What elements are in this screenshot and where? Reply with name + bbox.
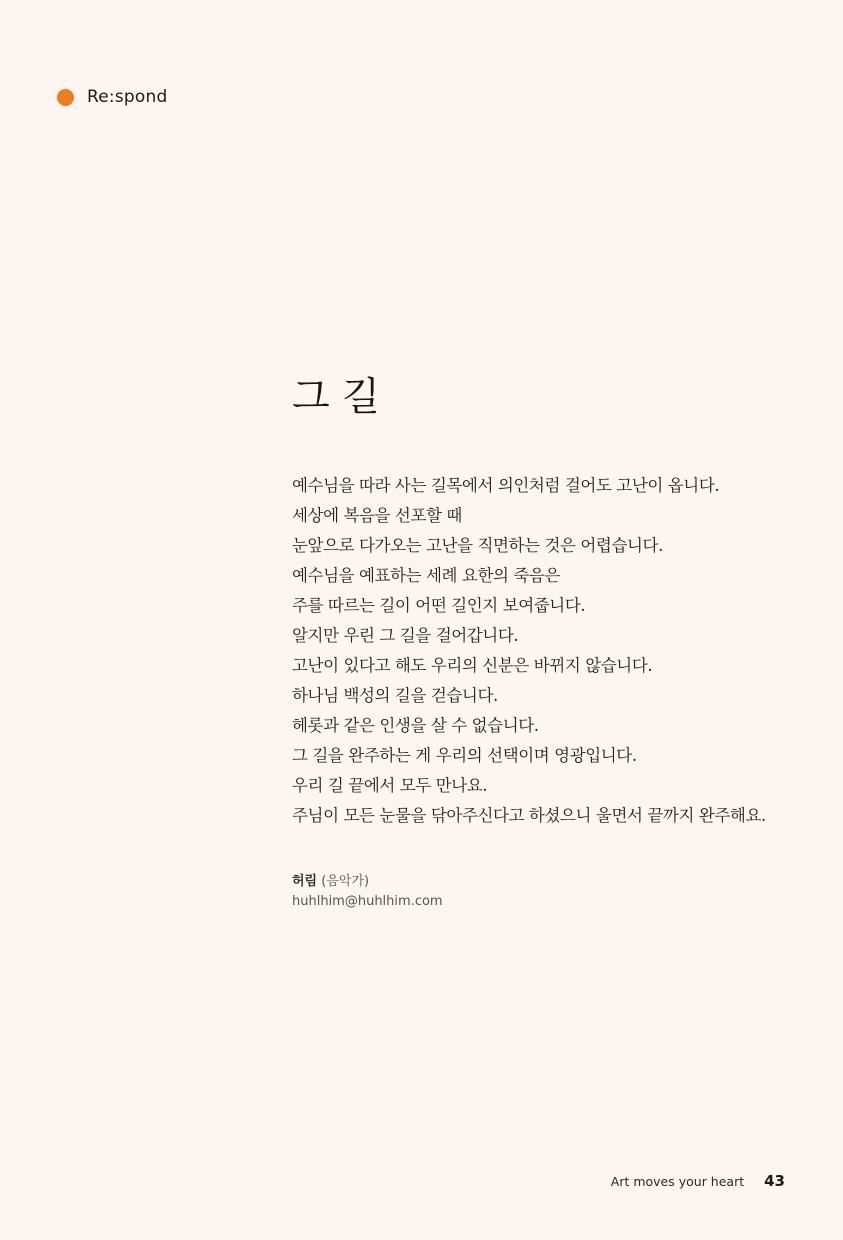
poem-line: 예수님을 예표하는 세례 요한의 죽음은 <box>292 566 561 585</box>
author-role: (음악가) <box>321 874 370 889</box>
section-label: Re:spond <box>87 87 168 107</box>
poem-line: 주님이 모든 눈물을 닦아주신다고 하셨으니 울면서 끝까지 완주해요. <box>292 806 766 825</box>
footer-tagline: Art moves your heart <box>610 1173 745 1189</box>
page-number: 43 <box>764 1172 785 1190</box>
section-tag <box>57 86 167 108</box>
author-email: huhlhim@huhlhim.com <box>292 894 443 909</box>
poem-line: 세상에 복음을 선포할 때 <box>292 506 462 525</box>
poem-line: 하나님 백성의 길을 걷습니다. <box>292 686 498 705</box>
poem-line: 그 길을 완주하는 게 우리의 선택이며 영광입니다. <box>292 746 637 765</box>
page-footer <box>611 1172 785 1190</box>
poem-line: 헤롯과 같은 인생을 살 수 없습니다. <box>292 716 539 735</box>
orange-dot-icon <box>57 89 74 106</box>
poem-line: 예수님을 따라 사는 길목에서 의인처럼 걸어도 고난이 옵니다. <box>292 476 720 495</box>
poem-line: 눈앞으로 다가오는 고난을 직면하는 것은 어렵습니다. <box>292 536 663 555</box>
poem-title: 그 길 <box>292 375 380 420</box>
poem-line: 알지만 우린 그 길을 걸어갑니다. <box>292 626 519 645</box>
poem-line: 고난이 있다고 해도 우리의 신분은 바뀌지 않습니다. <box>292 656 653 675</box>
poem-line: 주를 따르는 길이 어떤 길인지 보여줍니다. <box>292 596 586 615</box>
poem-body <box>292 471 822 831</box>
author-name: 허림 <box>292 874 318 889</box>
poem-line: 우리 길 끝에서 모두 만나요. <box>292 776 488 795</box>
author-credit <box>292 872 443 912</box>
